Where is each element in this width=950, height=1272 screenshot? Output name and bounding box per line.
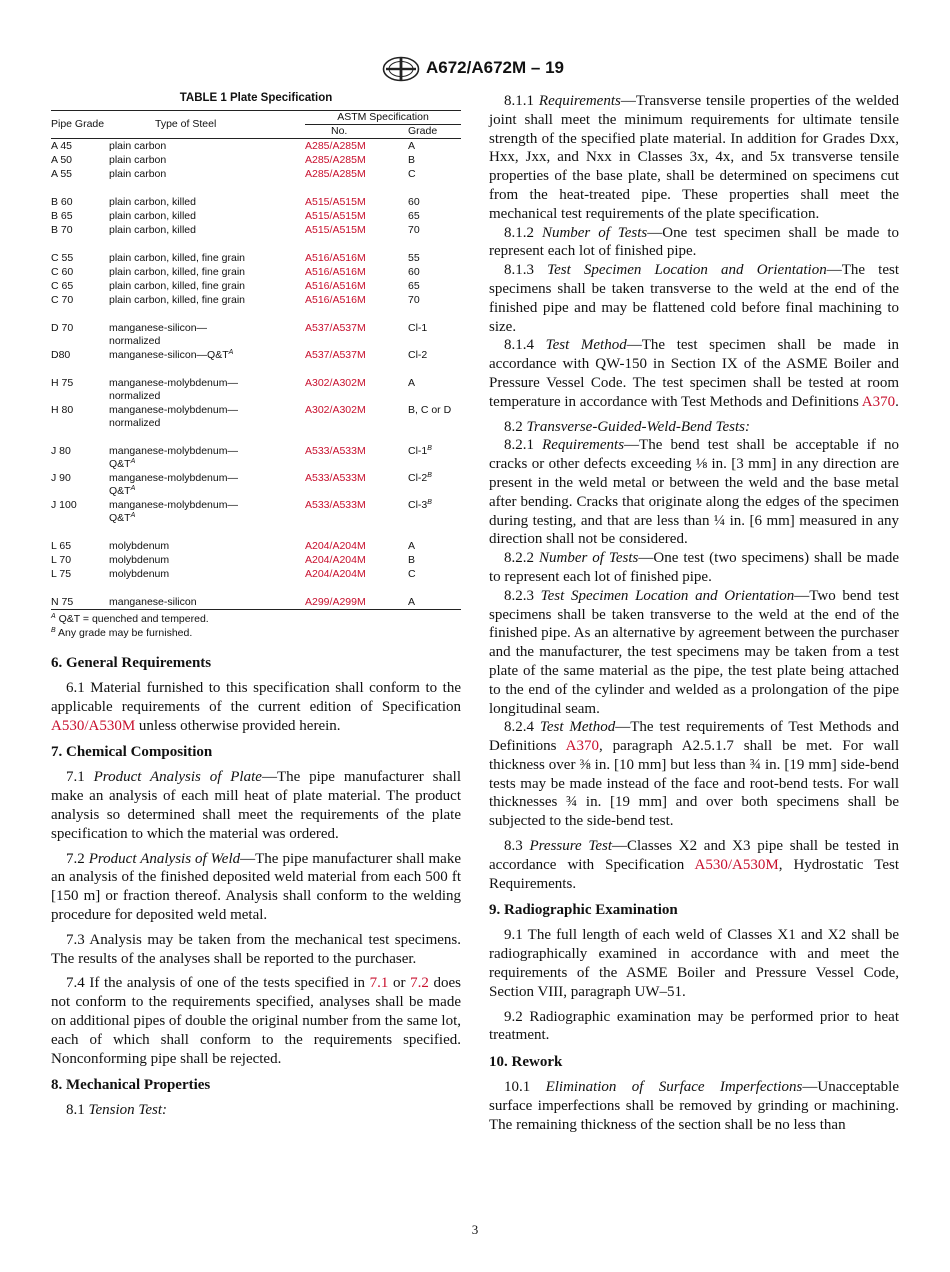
grade-text: A [408,377,416,389]
text-run: 6.1 Material furnished to this specification shall conform to the applicable requirements of the current edition of Specification [51,680,461,715]
paragraph [51,974,461,1068]
cell-spec-no [305,251,408,265]
footnote-ref: A [130,485,136,492]
text-run: 8.2.3 [504,587,541,604]
cell-spec-no [305,553,408,567]
type-text: manganese-silicon—Q&T [109,349,229,361]
paragraph [489,837,899,893]
type-text: plain carbon, killed, fine grain [109,266,245,278]
text-run: —The pipe manufacturer shall make an analysis of each mill heat of plate material. The product analysis so determined shall meet the requirements of the plate specification to which the material was ordered. [51,769,462,842]
text-run: 8.1.2 [504,224,542,241]
cell-type-of-steel [109,444,305,471]
group-spacer [51,181,461,195]
cell-spec-no [305,265,408,279]
grade-text: Cl-1 [408,445,428,457]
cell-spec-grade [408,209,461,223]
grade-text: C [408,168,416,180]
reference-link[interactable]: A530/A530M [694,856,779,873]
grade-text: B, C or D [408,404,452,416]
spec-link[interactable]: A204/A204M [305,540,366,552]
cell-spec-grade [408,553,461,567]
text-run: does not conform to the requirements specified, analyses shall be made on additional pipes of double the original number from the same lot, each of which shall conform to the requirements specified. Nonconforming pipe shall be rejected. [51,975,462,1067]
type-text: manganese-silicon— [109,322,208,334]
cell-spec-no [305,153,408,167]
paragraph [51,850,461,925]
type-text: plain carbon, killed, fine grain [109,252,245,264]
cell-spec-grade [408,265,461,279]
left-column-text [51,640,461,1120]
reference-link[interactable]: 7.2 [410,975,429,992]
type-text: plain carbon [109,154,167,166]
cell-type-of-steel [109,539,305,553]
italic-title: Number of Tests [538,550,639,567]
cell-spec-grade [408,444,461,471]
italic-title: Test Specimen Location and Orientation [547,262,827,279]
cell-type-of-steel [109,265,305,279]
cell-spec-grade [408,595,461,610]
cell-spec-no [305,139,408,154]
footnote-ref: B [427,472,432,479]
spec-link[interactable]: A537/A537M [305,349,366,361]
table-row [51,195,461,209]
cell-pipe-grade: C 55 [51,252,74,264]
text-run: —One test (two specimens) shall be made to represent each lot of finished pipe. [489,550,900,585]
grade-text: Cl-3 [408,499,428,511]
table-row [51,595,461,610]
cell-type-of-steel [109,376,305,403]
cell-pipe-grade: D 70 [51,322,74,334]
grade-text: 60 [408,196,420,208]
text-run: , paragraph A2.5.1.7 shall be met. For wall thickness over ⅜ in. [10 mm] but less than ¾ in. [19 mm] side-bend tests may be made instead of the face and root-bend tests. For wall thicknesses ¾ in. [19 mm] and over both specimens shall be subjected to the side-bend test. [489,738,899,830]
cell-type-of-steel [109,471,305,498]
cell-spec-grade [408,498,461,525]
italic-title: Test Method [539,719,616,736]
cell-spec-grade [408,403,461,430]
table-body [51,139,461,610]
text-run: 7.4 If the analysis of one of the tests specified in [66,975,370,992]
text-run: 9.2 Radiographic examination may be performed prior to heat treatment. [489,1008,899,1044]
table-row [51,153,461,167]
italic-title: Tension Test: [88,1102,168,1119]
grade-text: Cl-1 [408,322,428,334]
cell-type-of-steel [109,139,305,154]
cell-pipe-grade: L 75 [51,568,72,580]
italic-title: Test Method [545,337,627,354]
cell-pipe-grade: D80 [51,349,71,361]
text-run: unless otherwise provided herein. [135,717,341,734]
cell-spec-no [305,567,408,581]
type-text: plain carbon [109,140,167,152]
spacer [51,640,461,654]
spacer [489,1045,899,1053]
cell-type-of-steel [109,167,305,181]
table-row [51,265,461,279]
spec-link[interactable]: A516/A516M [305,252,366,264]
text-run: 8.2.4 [504,719,540,736]
paragraph [489,336,899,411]
cell-spec-no [305,209,408,223]
reference-link[interactable]: 7.1 [369,975,389,992]
cell-type-of-steel [109,348,305,362]
plate-specification-table [51,110,461,610]
text-run: —Unacceptable surface imperfections shall be removed by grinding or machining. The remaining thickness of the section shall be no less than [489,1079,899,1133]
cell-spec-grade [408,223,461,237]
cell-spec-no [305,293,408,307]
table-row [51,498,461,525]
type-text: plain carbon, killed [109,210,196,222]
italic-title: Number of Tests [541,224,648,241]
text-run: —Classes X2 and X3 pipe shall be tested in accordance with Specification [489,838,900,873]
type-text: molybdenum [109,540,170,552]
cell-type-of-steel [109,567,305,581]
type-text: molybdenum [109,554,170,566]
spec-link[interactable]: A299/A299M [305,596,366,608]
section-heading: 6. General Requirements [51,655,212,671]
spec-link[interactable]: A515/A515M [305,224,366,236]
group-spacer [51,237,461,251]
cell-pipe-grade: C 60 [51,266,74,278]
table-row [51,567,461,581]
table-row [51,167,461,181]
cell-type-of-steel [109,498,305,525]
text-run: —The bend test shall be acceptable if no cracks or other defects exceeding ⅛ in. [3 mm] in any direction are present in the weld metal or between the weld and the base metal after bending. Cracks that originate along the edges of the specimen during testing, and that are less than ¼ in. [6 mm] measured in any direction shall not be considered. [489,437,899,548]
group-spacer [51,525,461,539]
spec-link[interactable]: A285/A285M [305,168,366,180]
text-run: 8.3 [504,838,530,855]
type-text: manganese-molybdenum— [109,445,238,457]
reference-link[interactable]: A370 [861,393,896,410]
paragraph [51,679,461,735]
cell-spec-grade [408,321,461,348]
text-run: —Transverse tensile properties of the welded joint shall meet the minimum requirements for ultimate tensile strength of the specified plate material. In addition for Grades Dxx, Hxx, Jxx, and Nxx in Classes 3x, 4x, and 5x transverse tensile properties of the base plate, shall be determined on specimens cut from the heat-treated pipe. These properties shall meet the mechanical test requirements of the plate specification. [489,93,899,222]
text-run: 8.1.3 [504,262,548,279]
text-run: 8.1.1 [504,93,539,109]
cell-pipe-grade: H 75 [51,377,74,389]
spec-link[interactable]: A285/A285M [305,140,366,152]
type-text-line2: Q&T [109,485,131,497]
group-spacer [51,362,461,376]
cell-type-of-steel [109,403,305,430]
section-heading: 7. Chemical Composition [51,744,213,761]
cell-spec-no [305,279,408,293]
type-text-line2: normalized [109,390,161,402]
table-row [51,223,461,237]
text-run: , Hydrostatic Test Requirements. [489,856,899,892]
cell-pipe-grade: N 75 [51,596,74,608]
cell-pipe-grade: J 90 [51,472,71,484]
spec-link[interactable]: A204/A204M [305,568,366,580]
col-header-no: No. [331,125,348,137]
table-row [51,279,461,293]
col-header-grade: Grade [408,125,438,137]
type-text-line2: Q&T [109,512,131,524]
cell-spec-grade [408,376,461,403]
text-run: 8.2.1 [504,437,543,454]
grade-text: B [408,154,416,166]
cell-type-of-steel [109,279,305,293]
text-run: or [388,975,411,992]
text-run: 10.1 [504,1079,546,1096]
cell-spec-no [305,167,408,181]
type-text-line2: normalized [109,335,161,347]
table-row [51,348,461,362]
type-text: manganese-silicon [109,596,197,608]
table-row [51,471,461,498]
cell-pipe-grade: B 60 [51,196,73,208]
cell-spec-grade [408,251,461,265]
group-spacer [51,430,461,444]
grade-text: C [408,568,416,580]
spec-link[interactable]: A302/A302M [305,377,366,389]
cell-type-of-steel [109,293,305,307]
italic-title: Product Analysis of Weld [88,850,241,867]
text-run: 8.1.4 [504,337,546,354]
table-title: TABLE 1 Plate Specification [179,92,333,104]
cell-spec-grade [408,279,461,293]
spec-link[interactable]: A285/A285M [305,154,366,166]
group-spacer [51,581,461,595]
group-spacer [51,307,461,321]
type-text-line2: normalized [109,417,161,429]
spec-link[interactable]: A516/A516M [305,280,366,292]
spec-link[interactable]: A515/A515M [305,210,366,222]
type-text: manganese-molybdenum— [109,404,238,416]
paragraph [489,261,899,336]
grade-text: Cl-2 [408,349,428,361]
spec-link[interactable]: A516/A516M [305,294,366,306]
footnote-mark: B [51,627,56,634]
cell-pipe-grade: B 65 [51,210,73,222]
cell-pipe-grade: C 70 [51,294,74,306]
cell-spec-grade [408,153,461,167]
cell-pipe-grade: A 55 [51,168,73,180]
spec-link[interactable]: A533/A533M [305,499,366,511]
cell-spec-no [305,195,408,209]
cell-spec-no [305,348,408,362]
cell-pipe-grade: A 50 [51,154,73,166]
type-text: plain carbon [109,168,167,180]
grade-text: 60 [408,266,420,278]
type-text-line2: Q&T [109,458,131,470]
table-row [51,403,461,430]
paragraph [489,926,899,1001]
cell-spec-grade [408,139,461,154]
cell-type-of-steel [109,553,305,567]
spec-link[interactable]: A515/A515M [305,196,366,208]
italic-title: Elimination of Surface Imperfections [545,1079,803,1096]
paragraph [489,1078,899,1134]
grade-text: 70 [408,224,420,236]
grade-text: 65 [408,280,420,292]
text-run: —Two bend test specimens shall be taken transverse to the weld at the end of the finished pipe. As an alternative by agreement between the purchaser and the manufacturer, the test specimens may be taken from a test plate of the same material as the pipe, the test plate being attached to the end of the cylinder and welded as a prolongation of the pipe longitudinal seam. [489,587,900,717]
italic-title: Product Analysis of Plate [93,769,262,786]
grade-text: A [408,140,416,152]
cell-spec-no [305,471,408,498]
footnote-mark: A [51,613,56,620]
spacer [51,735,461,743]
cell-type-of-steel [109,209,305,223]
cell-spec-no [305,223,408,237]
spec-link[interactable]: A537/A537M [305,322,366,334]
table-footnotes [51,612,461,640]
italic-title: Pressure Test [529,838,613,855]
cell-pipe-grade: J 80 [51,445,71,457]
footnote-text: Q&T = quenched and tempered. [55,613,209,625]
spec-link[interactable]: A302/A302M [305,404,366,416]
text-run: 7.1 [66,769,94,786]
cell-spec-no [305,539,408,553]
paragraph [489,549,899,587]
paragraph [489,587,899,719]
footnote-ref: B [427,499,432,506]
text-run: 9.1 The full length of each weld of Classes X1 and X2 shall be radiographically examined in accordance with and meet the requirements of the ASME Boiler and Pressure Vessel Code, Section VIII, paragraph UW–51. [489,927,899,1000]
table-row [51,209,461,223]
paragraph [489,92,899,224]
footnote-ref: A [130,458,136,465]
col-header-astm-specification: ASTM Specification [305,111,461,125]
grade-text: B [408,554,416,566]
page-header [0,56,950,82]
text-run: —The test requirements of Test Methods and Definitions [489,719,900,755]
left-column [51,92,461,1120]
text-run: —The test specimen shall be made in accordance with QW-150 in Section IX of the ASME Boiler and Pressure Vessel Code. The test specimen shall be tested at room temperature in accordance with Test Methods and Definitions [489,337,900,410]
cell-type-of-steel [109,321,305,348]
spacer [51,1068,461,1076]
cell-pipe-grade: B 70 [51,224,73,236]
page-number: 3 [471,1222,479,1237]
col-header-type-of-steel: Type of Steel [155,118,217,130]
grade-text: 55 [408,252,420,264]
type-text: molybdenum [109,568,170,580]
cell-spec-no [305,376,408,403]
cell-pipe-grade: C 65 [51,280,74,292]
text-run: 8.1 [66,1102,89,1119]
italic-title: Requirements [542,437,625,454]
cell-spec-grade [408,167,461,181]
cell-spec-grade [408,348,461,362]
spec-link[interactable]: A533/A533M [305,445,366,457]
italic-title: Transverse-Guided-Weld-Bend Tests: [526,418,750,435]
spec-link[interactable]: A516/A516M [305,266,366,278]
footnote-ref: A [130,512,136,519]
text-run: —The pipe manufacturer shall make an analysis of the finished deposited weld material from each 500 ft [150 m] or fraction thereof. Analysis shall conform to the welding procedure for deposited weld metal. [51,850,461,923]
type-text: manganese-molybdenum— [109,377,238,389]
italic-title: Requirements [538,93,621,109]
cell-type-of-steel [109,153,305,167]
paragraph [489,418,899,437]
section-heading: 8. Mechanical Properties [51,1077,211,1094]
cell-spec-grade [408,539,461,553]
text-run: —The test specimens shall be taken transverse to the weld at the end of the finished pipe and may be flattened cold before final machining to size. [489,262,900,335]
table-row [51,251,461,265]
paragraph [51,931,461,969]
cell-spec-grade [408,195,461,209]
type-text: plain carbon, killed, fine grain [109,294,245,306]
spec-link[interactable]: A204/A204M [305,554,366,566]
type-text: manganese-molybdenum— [109,472,238,484]
cell-type-of-steel [109,595,305,610]
table-row [51,444,461,471]
text-run: 8.2.2 [504,550,539,567]
col-header-pipe-grade: Pipe Grade [51,118,105,130]
table-row [51,321,461,348]
text-run: 7.2 [66,850,89,867]
paragraph [51,1101,461,1120]
reference-link[interactable]: A530/A530M [51,717,136,734]
cell-pipe-grade: L 65 [51,540,72,552]
table-row [51,376,461,403]
cell-type-of-steel [109,251,305,265]
right-column [489,92,899,1135]
footnote-ref: B [427,445,432,452]
footnote [51,612,461,626]
footnote-text: Any grade may be furnished. [55,627,193,639]
spec-link[interactable]: A533/A533M [305,472,366,484]
text-run: 7.3 Analysis may be taken from the mechanical test specimens. The results of the analyses shall be reported to the purchaser. [51,931,461,967]
cell-pipe-grade: A 45 [51,140,73,152]
cell-spec-no [305,498,408,525]
footnote-ref: A [228,349,234,356]
cell-spec-no [305,444,408,471]
table-row [51,293,461,307]
footnote [51,626,461,640]
cell-type-of-steel [109,195,305,209]
cell-pipe-grade: H 80 [51,404,74,416]
table-row [51,539,461,553]
reference-link[interactable]: A370 [565,738,599,755]
section-heading: 9. Radiographic Examination [489,902,678,919]
grade-text: A [408,596,416,608]
type-text: plain carbon, killed [109,196,196,208]
cell-type-of-steel [109,223,305,237]
paragraph [51,768,461,843]
text-run: —One test specimen shall be made to represent each lot of finished pipe. [489,224,899,260]
paragraph [489,436,899,549]
cell-spec-no [305,403,408,430]
cell-spec-grade [408,567,461,581]
cell-spec-no [305,595,408,610]
grade-text: A [408,540,416,552]
cell-spec-grade [408,471,461,498]
cell-spec-no [305,321,408,348]
cell-pipe-grade: L 70 [51,554,72,566]
type-text: plain carbon, killed, fine grain [109,280,245,292]
table-row [51,553,461,567]
type-text: manganese-molybdenum— [109,499,238,511]
paragraph [489,718,899,831]
spacer [489,893,899,901]
text-run: . [895,393,899,410]
cell-pipe-grade: J 100 [51,499,77,511]
cell-spec-grade [408,293,461,307]
grade-text: 65 [408,210,420,222]
paragraph [489,224,899,262]
grade-text: 70 [408,294,420,306]
grade-text: Cl-2 [408,472,428,484]
document-id: A672/A672M – 19 [426,58,564,77]
astm-logo-icon [382,56,420,82]
section-heading: 10. Rework [489,1054,563,1071]
paragraph [489,1008,899,1046]
text-run: 8.2 [504,418,527,435]
table-row [51,139,461,154]
italic-title: Test Specimen Location and Orientation [540,587,795,604]
type-text: plain carbon, killed [109,224,196,236]
